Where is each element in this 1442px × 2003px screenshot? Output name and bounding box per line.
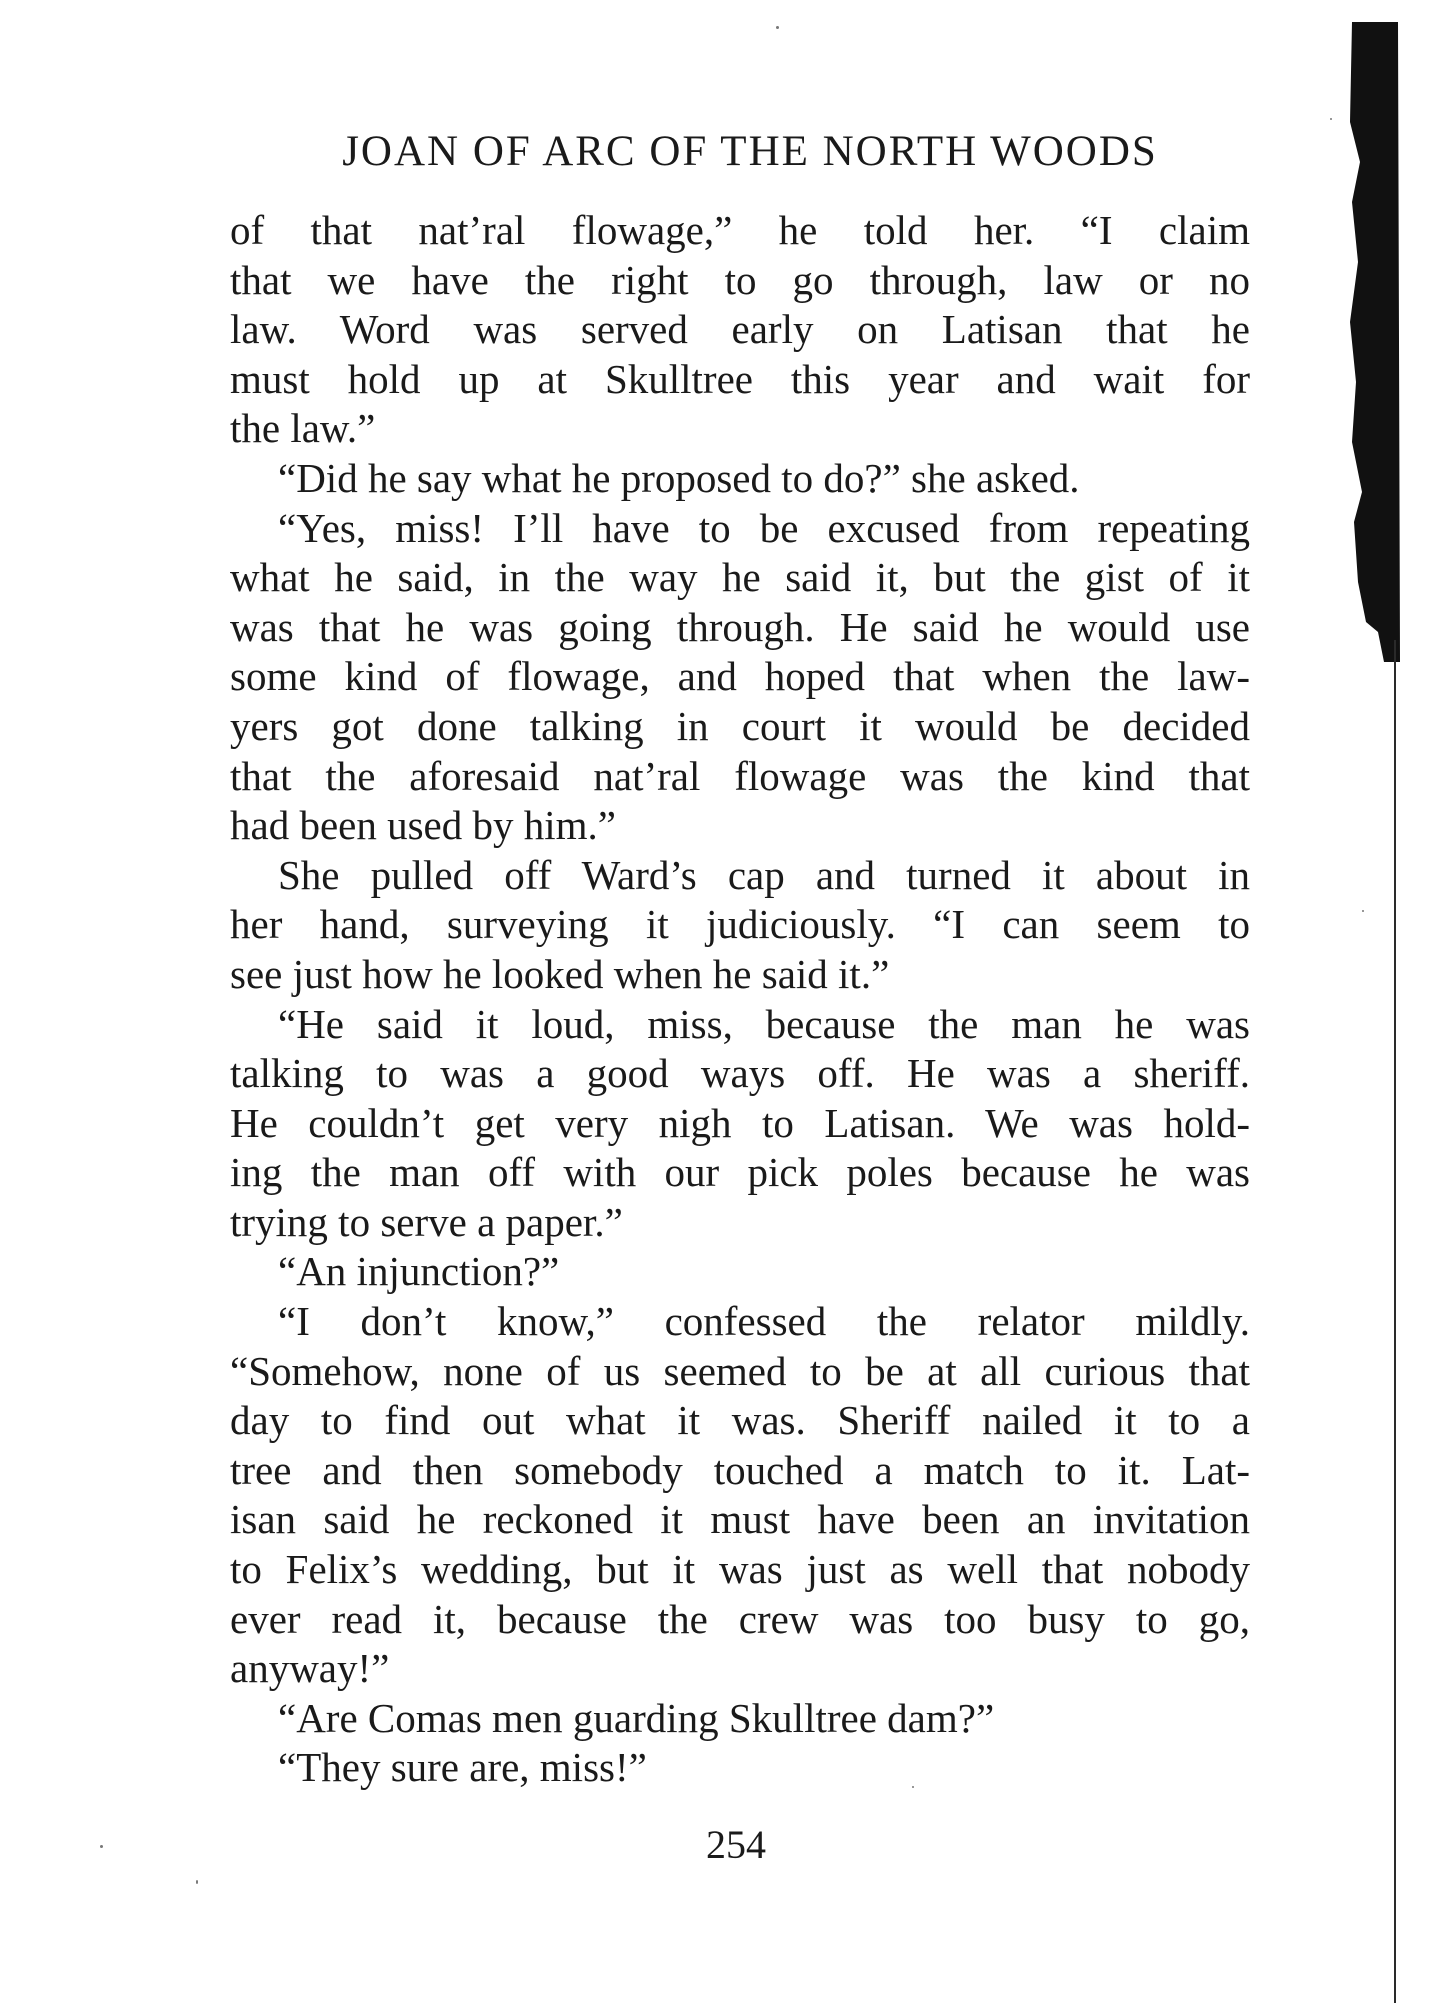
text-line: her hand, surveying it judiciously. “I can seem to [230, 901, 1250, 948]
text-line: the law.” [230, 405, 376, 452]
scan-speck [1330, 118, 1332, 120]
text-line: “Somehow, none of us seemed to be at all curious that [230, 1347, 1250, 1394]
text-line: of that nat’ral flowage,” he told her. “I claim [230, 207, 1250, 253]
text-line: some kind of flowage, and hoped that when the law- [230, 653, 1250, 700]
text-line: “Did he say what he proposed to do?” she asked. [278, 454, 1080, 501]
text-line: She pulled off Ward’s cap and turned it about in [278, 851, 1250, 898]
text-line: tree and then somebody touched a match to it. Lat- [230, 1446, 1250, 1493]
page-edge-line [1394, 640, 1396, 2003]
text-line: was that he was going through. He said he would use [230, 603, 1250, 650]
text-line: what he said, in the way he said it, but the gist of it [230, 554, 1250, 601]
text-line: “They sure are, miss!” [278, 1744, 647, 1791]
text-line: to Felix’s wedding, but it was just as well that nobody [230, 1546, 1250, 1593]
text-line: yers got done talking in court it would be decided [230, 702, 1250, 749]
text-line: that the aforesaid nat’ral flowage was the kind that [230, 752, 1250, 799]
scan-speck [776, 26, 779, 29]
body-text [230, 206, 1250, 1793]
text-line: “He said it loud, miss, because the man he was [278, 1000, 1250, 1047]
text-line: “Are Comas men guarding Skulltree dam?” [278, 1694, 995, 1741]
text-line: He couldn’t get very nigh to Latisan. We was hold- [230, 1099, 1250, 1146]
text-line: “I don’t know,” confessed the relator mildly. [278, 1298, 1250, 1345]
scan-speck [196, 1880, 198, 1884]
scan-speck [912, 1786, 914, 1788]
text-line: had been used by him.” [230, 802, 616, 849]
text-line: ing the man off with our pick poles because he was [230, 1149, 1250, 1196]
text-line: that we have the right to go through, law or no [230, 256, 1250, 303]
scan-speck [1362, 910, 1364, 912]
text-line: ever read it, because the crew was too busy to go, [230, 1595, 1250, 1642]
scan-speck [100, 1845, 103, 1848]
text-line: isan said he reckoned it must have been an invitation [230, 1496, 1250, 1543]
text-line: “An injunction?” [278, 1248, 560, 1295]
text-line: must hold up at Skulltree this year and wait for [230, 355, 1250, 402]
text-line: trying to serve a paper.” [230, 1198, 623, 1245]
text-line: “Yes, miss! I’ll have to be excused from repeating [278, 504, 1250, 551]
text-line: law. Word was served early on Latisan that he [230, 306, 1250, 353]
binding-shadow [1348, 22, 1400, 662]
text-line: talking to was a good ways off. He was a sheriff. [230, 1050, 1250, 1097]
page-number: 254 [706, 1822, 766, 1867]
text-line: anyway!” [230, 1645, 390, 1692]
text-line: day to find out what it was. Sheriff nailed it to a [230, 1397, 1250, 1444]
text-line: see just how he looked when he said it.” [230, 950, 890, 997]
running-header: JOAN OF ARC OF THE NORTH WOODS [342, 128, 1158, 175]
